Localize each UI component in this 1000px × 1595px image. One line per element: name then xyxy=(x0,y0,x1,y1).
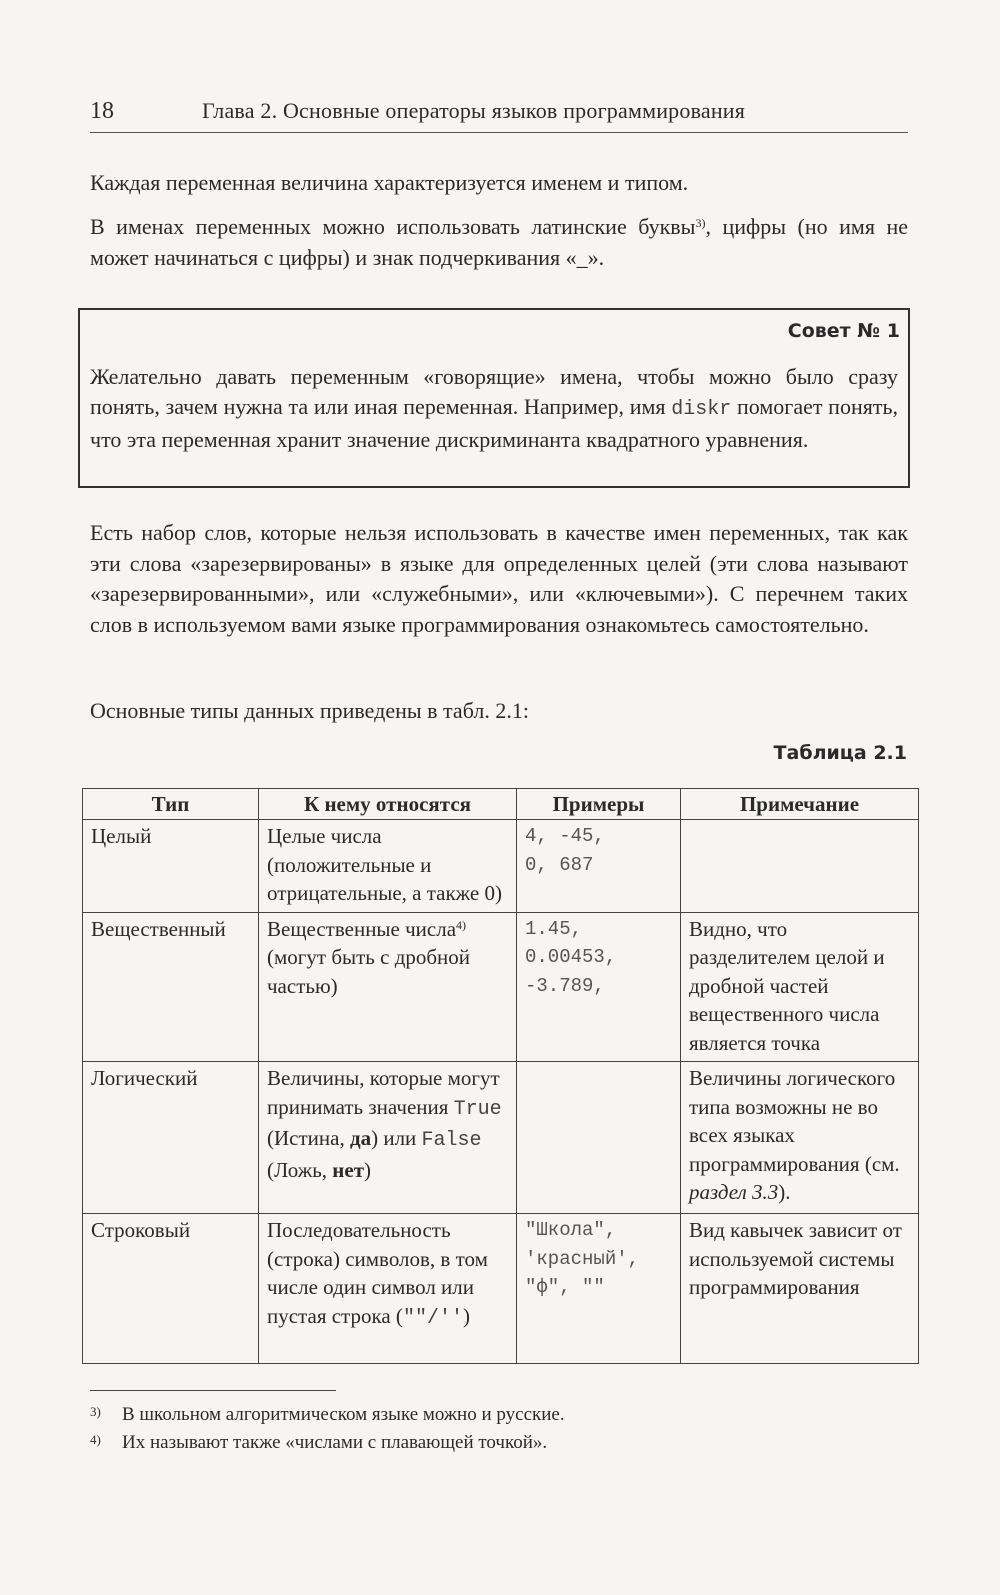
tip-box xyxy=(78,308,910,488)
word-da: да xyxy=(349,1126,372,1150)
footnote-mark: 4) xyxy=(90,1432,101,1447)
code-diskr: diskr xyxy=(671,398,732,421)
code-empty-strings: ""/'' xyxy=(402,1306,463,1330)
paragraph-table-intro: Основные типы данных приведены в табл. 2.1: xyxy=(90,698,529,723)
cell-examples xyxy=(517,820,681,913)
table-row xyxy=(83,912,919,1062)
table-header-row xyxy=(83,789,919,820)
example-line: "ф", "" xyxy=(525,1276,605,1298)
para2-text: В именах переменных можно использовать латинские буквы xyxy=(90,214,696,239)
cell-note: Вид кавычек зависит от используемой системы программирования xyxy=(681,1214,919,1364)
code-true: True xyxy=(453,1097,502,1121)
example-line: -3.789, xyxy=(525,974,605,997)
table-row xyxy=(83,820,919,913)
cell-examples xyxy=(517,1062,681,1214)
desc-text: ) xyxy=(364,1157,372,1182)
data-types-table xyxy=(82,788,919,1364)
footnote-text: В школьном алгоритмическом языке можно и русские. xyxy=(122,1404,565,1425)
example-line: 4, -45, xyxy=(525,825,605,847)
example-line: 0.00453, xyxy=(525,946,617,968)
word-net: нет xyxy=(332,1157,365,1182)
tip-text-end: помогает понять, что эта переменная хранит значение дискриминанта квадратного уравнения. xyxy=(90,394,898,452)
tip-text xyxy=(90,362,898,455)
example-line: 0, 687 xyxy=(525,853,594,876)
cell-desc xyxy=(259,1062,517,1214)
header-note: Примечание xyxy=(681,789,919,820)
table-row xyxy=(83,1214,919,1364)
desc-text: (Ложь, xyxy=(267,1157,333,1182)
cell-note xyxy=(681,1062,919,1214)
paragraph-variable-names xyxy=(90,212,908,273)
footnote-divider xyxy=(90,1390,336,1391)
example-line: "Школа", xyxy=(525,1219,617,1241)
section-ref: раздел 3.3 xyxy=(689,1180,779,1204)
cell-desc: Целые числа (положительные и отрицательные, а также 0) xyxy=(259,820,517,913)
table-row xyxy=(83,1062,919,1214)
cell-note xyxy=(681,820,919,913)
chapter-title: Глава 2. Основные операторы языков программирования xyxy=(202,98,746,123)
para2-text-end: , цифры (но имя не может начинаться с цифры) и знак подчеркивания «_». xyxy=(90,214,908,270)
header-examples: Примеры xyxy=(517,789,681,820)
cell-examples xyxy=(517,912,681,1062)
note-text: ). xyxy=(778,1180,791,1204)
desc-text: (Истина, xyxy=(267,1126,350,1150)
note-text: Величины логического типа возможны не во всех языках программирования (см. xyxy=(689,1066,900,1176)
desc-text: ) xyxy=(462,1303,470,1328)
footnote-ref-4: 4) xyxy=(456,917,467,932)
desc-text: ) или xyxy=(371,1126,422,1150)
paragraph-reserved-words: Есть набор слов, которые нельзя использовать в качестве имен переменных, так как эти слова «зарезервированы» в языке для определенных целей (эти слова называют «зарезервированными», или «служебными», или «ключевыми»). С перечнем таких слов в используемом вами языке программирования ознакомьтесь самостоятельно. xyxy=(90,520,908,637)
tip-title: Совет № 1 xyxy=(787,320,900,342)
tip-text-start: Желательно давать переменным «говорящие» имена, чтобы можно было сразу понять, зачем нужна та или иная переменная. Например, имя xyxy=(90,364,898,419)
table-caption: Таблица 2.1 xyxy=(773,742,907,764)
paragraph-variable-intro: Каждая переменная величина характеризуется именем и типом. xyxy=(90,170,689,195)
footnote-4 xyxy=(90,1432,908,1454)
header-includes: К нему относятся xyxy=(259,789,517,820)
cell-type: Вещественный xyxy=(83,912,259,1062)
footnote-3 xyxy=(90,1404,908,1426)
desc-text: Величины, которые могут принимать значения xyxy=(267,1066,500,1119)
desc-text: Вещественные числа xyxy=(267,916,457,941)
cell-examples xyxy=(517,1214,681,1364)
header-type: Тип xyxy=(83,789,259,820)
cell-type: Строковый xyxy=(83,1214,259,1364)
footnote-ref-3: 3) xyxy=(695,216,706,230)
example-line: 'красный', xyxy=(525,1247,640,1270)
code-false: False xyxy=(421,1129,482,1152)
cell-note: Видно, что разделителем целой и дробной частей вещественного числа является точка xyxy=(681,912,919,1062)
page-number: 18 xyxy=(90,98,114,124)
footnote-mark: 3) xyxy=(90,1404,101,1419)
cell-desc xyxy=(259,912,517,1062)
footnote-text: Их называют также «числами с плавающей точкой». xyxy=(122,1432,548,1453)
cell-type: Логический xyxy=(83,1062,259,1214)
cell-desc xyxy=(259,1214,517,1364)
desc-text-2: (могут быть с дробной частью) xyxy=(267,945,471,998)
cell-type: Целый xyxy=(83,820,259,913)
running-header xyxy=(90,96,908,133)
example-line: 1.45, xyxy=(525,917,583,940)
desc-text: Последовательность (строка) символов, в том числе один символ или пустая строка ( xyxy=(267,1218,488,1328)
